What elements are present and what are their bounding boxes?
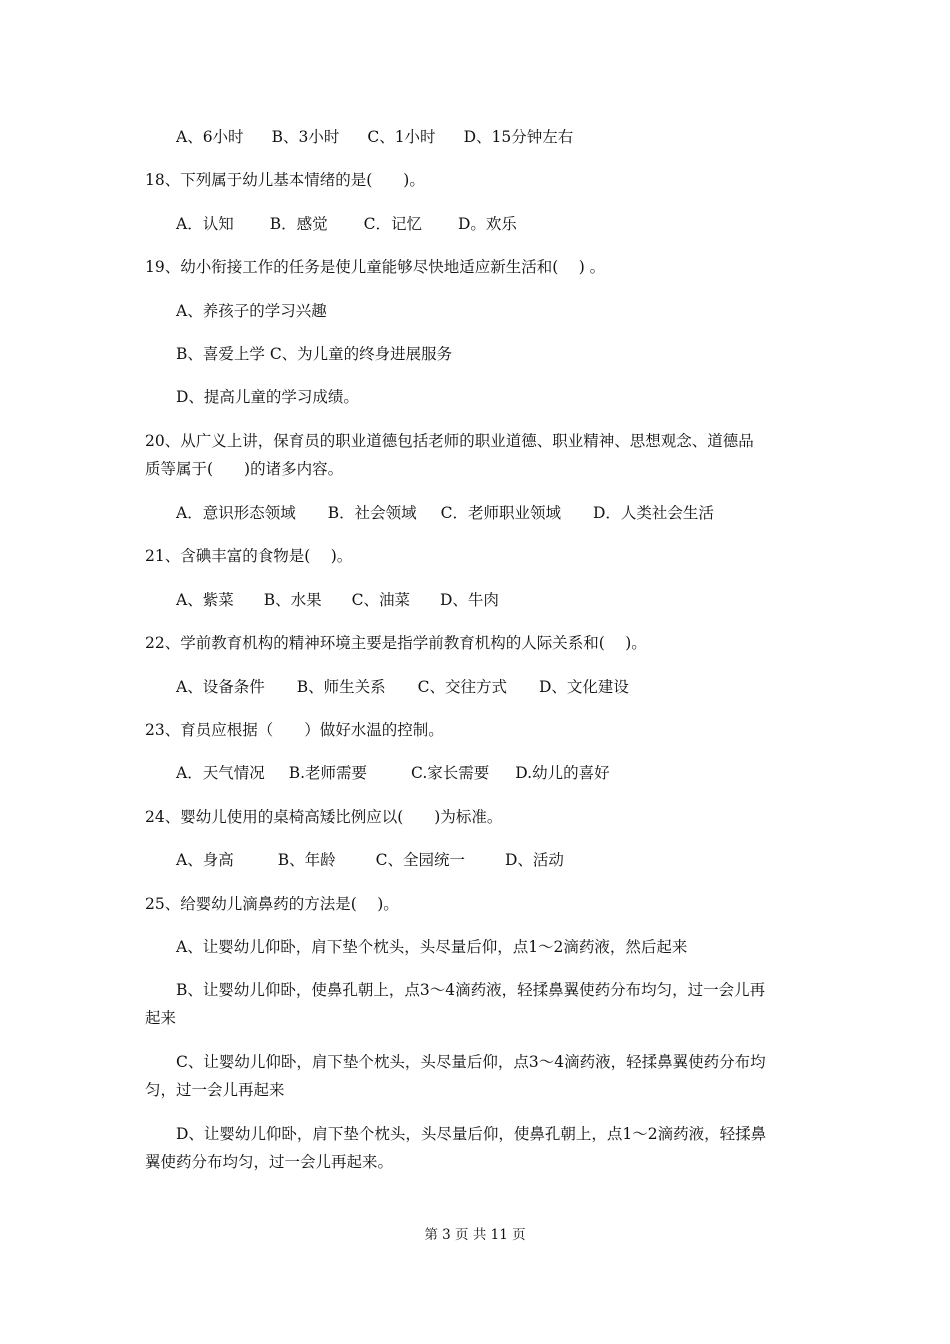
question-20-line1: 20、从广义上讲，保育员的职业道德包括老师的职业道德、职业精神、思想观念、道德品	[145, 432, 754, 450]
q21-options	[176, 586, 816, 614]
option: C、1小时	[367, 128, 436, 146]
q20-options	[176, 499, 816, 527]
option: B．感觉	[269, 215, 328, 233]
q18-options	[176, 210, 816, 238]
question-19: 19、幼小衔接工作的任务是使儿童能够尽快地适应新生活和( ) 。	[145, 258, 606, 276]
q24-options	[176, 846, 816, 874]
option: D、文化建设	[538, 678, 629, 696]
option: D。欢乐	[457, 215, 517, 233]
option: B.老师需要	[288, 764, 368, 782]
option: A、紫菜	[176, 591, 234, 609]
option: D、牛肉	[439, 591, 499, 609]
q22-options	[176, 673, 816, 701]
question-22: 22、学前教育机构的精神环境主要是指学前教育机构的人际关系和( )。	[145, 634, 647, 652]
q23-options	[176, 759, 816, 787]
option: C、交往方式	[417, 678, 507, 696]
option: B、水果	[263, 591, 322, 609]
question-25: 25、给婴幼儿滴鼻药的方法是( )。	[145, 895, 399, 913]
question-20-line2: 质等属于( )的诸多内容。	[145, 460, 344, 478]
q19-option-d: D、提高儿童的学习成绩。	[176, 388, 359, 406]
q25-option-a: A、让婴幼儿仰卧，肩下垫个枕头，头尽量后仰，点1～2滴药液，然后起来	[176, 938, 688, 956]
option: A．天气情况	[176, 764, 265, 782]
option: B、3小时	[271, 128, 340, 146]
question-24: 24、婴幼儿使用的桌椅高矮比例应以( )为标准。	[145, 808, 503, 826]
option: C.家长需要	[411, 764, 490, 782]
option: D.幼儿的喜好	[515, 764, 610, 782]
option: D．人类社会生活	[592, 504, 714, 522]
q19-option-a: A、养孩子的学习兴趣	[176, 302, 327, 320]
option: D、活动	[504, 851, 564, 869]
q25-option-c-line2: 匀，过一会儿再起来	[145, 1081, 285, 1099]
q25-option-d-line1: D、让婴幼儿仰卧，肩下垫个枕头，头尽量后仰，使鼻孔朝上，点1～2滴药液，轻揉鼻	[176, 1125, 767, 1143]
q17-options	[176, 123, 816, 151]
question-23: 23、育员应根据（ ）做好水温的控制。	[145, 721, 444, 739]
option: C、油菜	[351, 591, 410, 609]
option: C、全园统一	[375, 851, 465, 869]
option: D、15分钟左右	[463, 128, 574, 146]
option: A．意识形态领域	[176, 504, 296, 522]
option: B、师生关系	[296, 678, 386, 696]
q19-option-bc: B、喜爱上学 C、为儿童的终身进展服务	[176, 345, 453, 363]
question-18: 18、下列属于幼儿基本情绪的是( )。	[145, 171, 425, 189]
option: C．老师职业领域	[440, 504, 561, 522]
q25-option-b-line1: B、让婴幼儿仰卧，使鼻孔朝上，点3～4滴药液，轻揉鼻翼使药分布均匀，过一会儿再	[176, 981, 766, 999]
q25-option-c-line1: C、让婴幼儿仰卧，肩下垫个枕头，头尽量后仰，点3～4滴药液，轻揉鼻翼使药分布均	[176, 1053, 766, 1071]
option: B．社会领域	[327, 504, 417, 522]
option: A、设备条件	[176, 678, 265, 696]
q25-option-b-line2: 起来	[145, 1009, 177, 1027]
option: C．记忆	[363, 215, 422, 233]
option: A、6小时	[176, 128, 244, 146]
page-number-footer: 第 3 页 共 11 页	[424, 1227, 526, 1243]
question-21: 21、含碘丰富的食物是( )。	[145, 547, 353, 565]
q25-option-d-line2: 翼使药分布均匀，过一会儿再起来。	[145, 1153, 394, 1171]
option: A、身高	[176, 851, 234, 869]
option: B、年龄	[277, 851, 336, 869]
option: A．认知	[176, 215, 234, 233]
